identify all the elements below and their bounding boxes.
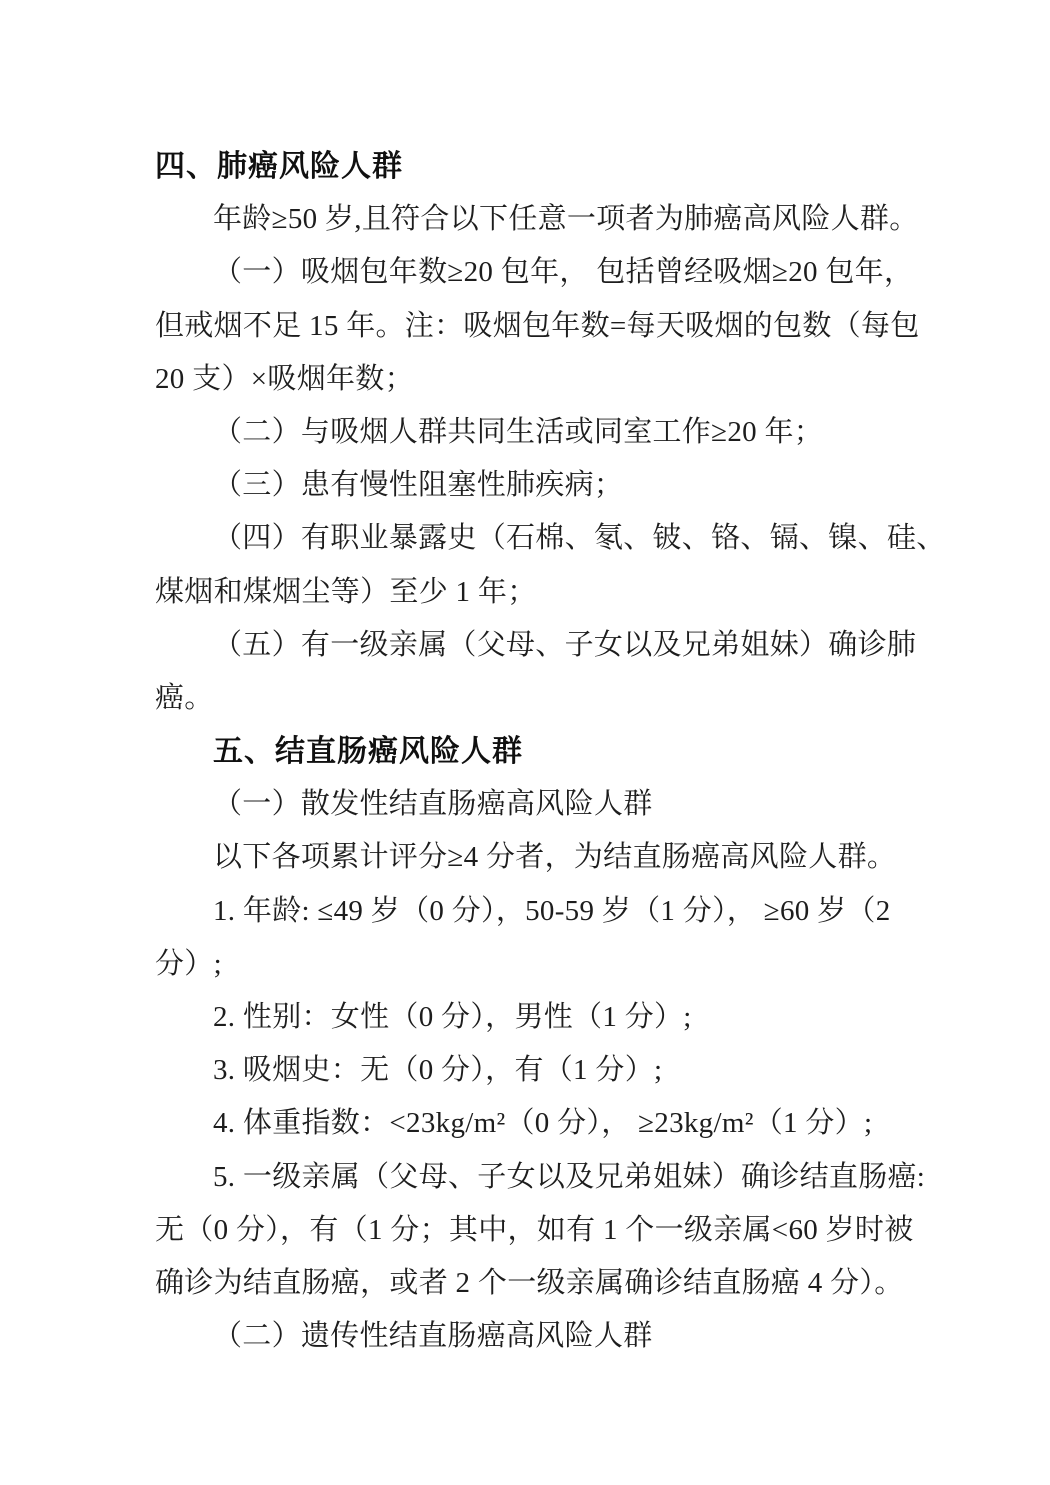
document-line: （二）与吸烟人群共同生活或同室工作≥20 年； (213, 415, 824, 448)
document-line: 分）; (155, 947, 222, 980)
document-line: 3. 吸烟史：无（0 分），有（1 分）; (213, 1054, 663, 1087)
document-line: 无（0 分），有（1 分；其中，如有 1 个一级亲属<60 岁时被 (155, 1213, 914, 1246)
document-body (155, 140, 946, 1363)
document-line: 5. 一级亲属（父母、子女以及兄弟姐妹）确诊结直肠癌: (213, 1160, 926, 1193)
document-line: 煤烟和煤烟尘等）至少 1 年； (155, 575, 537, 608)
document-line: 20 支）×吸烟年数； (155, 362, 414, 395)
document-line: （一）吸烟包年数≥20 包年， 包括曾经吸烟≥20 包年， (213, 256, 914, 289)
document-line: （五）有一级亲属（父母、子女以及兄弟姐妹）确诊肺 (213, 628, 917, 661)
document-line: （一）散发性结直肠癌高风险人群 (213, 788, 653, 821)
document-line: （二）遗传性结直肠癌高风险人群 (213, 1320, 653, 1353)
document-line: 2. 性别：女性（0 分），男性（1 分）; (213, 1001, 692, 1033)
document-line: 但戒烟不足 15 年。注：吸烟包年数=每天吸烟的包数（每包 (155, 309, 920, 342)
document-line: 确诊为结直肠癌，或者 2 个一级亲属确诊结直肠癌 4 分）。 (155, 1266, 904, 1299)
document-line: 1. 年龄: ≤49 岁（0 分），50-59 岁（1 分）， ≥60 岁（2 (213, 894, 891, 927)
document-line: 以下各项累计评分≥4 分者，为结直肠癌高风险人群。 (213, 841, 897, 874)
document-line: 癌。 (155, 681, 214, 714)
document-line: 年龄≥50 岁,且符合以下任意一项者为肺癌高风险人群。 (213, 203, 919, 236)
section-heading: 四、肺癌风险人群 (155, 150, 403, 183)
document-line: 4. 体重指数：<23kg/m²（0 分）， ≥23kg/m²（1 分）; (213, 1107, 873, 1140)
document-line: （三）患有慢性阻塞性肺疾病； (213, 469, 624, 502)
document-line: （四）有职业暴露史（石棉、氡、铍、铬、镉、镍、硅、 (213, 522, 946, 555)
section-heading: 五、结直肠癌风险人群 (213, 735, 523, 769)
